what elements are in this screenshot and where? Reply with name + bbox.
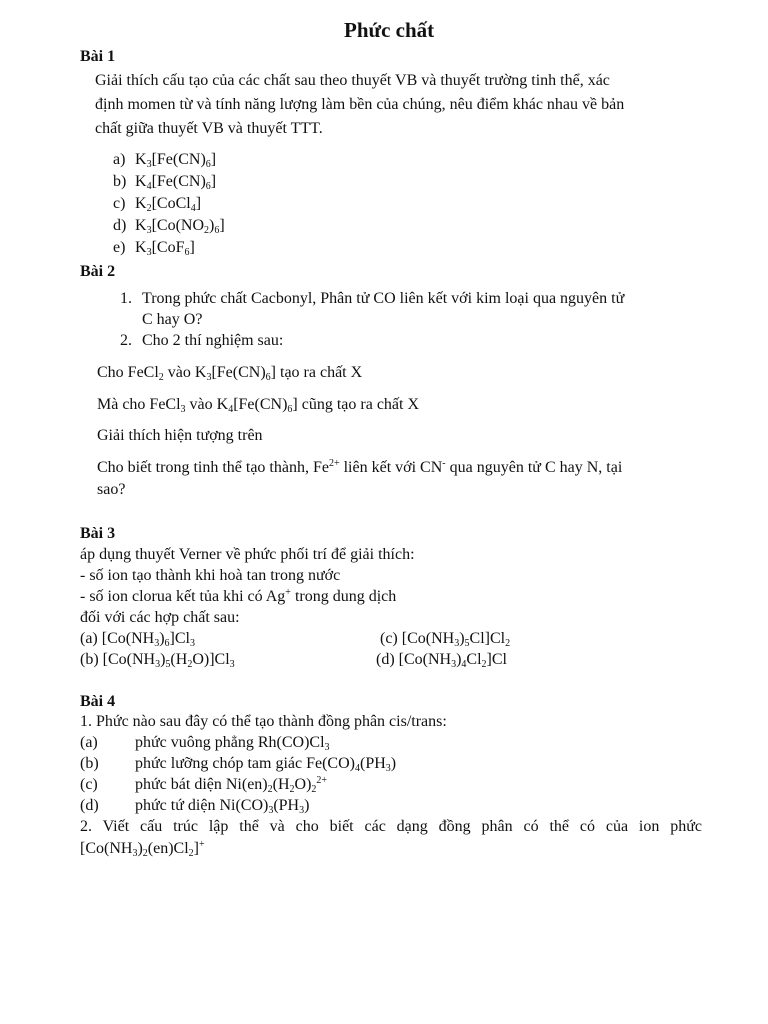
bai3-compound-d: (d) $[Co(NH_3)_4Cl_2]Cl$ [376, 651, 507, 670]
bai1-item-formula: $K_4[Fe(CN)_6]$ [135, 173, 217, 192]
bai1-item-label: b) [113, 173, 127, 190]
page-title: Phức chất [344, 18, 435, 42]
bai1-intro-line: Giải thích cấu tạo của các chất sau theo thuyết VB và thuyết trường tinh thể, xác [95, 72, 610, 89]
bai4-option-label: (a) [80, 734, 98, 751]
bai2-explain: Giải thích hiện tượng trên [97, 427, 263, 444]
bai3-line: - số ion tạo thành khi hoà tan trong nước [80, 567, 341, 584]
bai1-item-formula: $K_3[CoF_6]$ [135, 239, 195, 258]
bai4-q2-formula: $[Co(NH_3)_2(en)Cl_2]^+$ [80, 839, 205, 859]
bai4-option-text: phức tứ diện $Ni(CO)_3(PH_3)$ [135, 797, 310, 816]
bai3-line: áp dụng thuyết Verner về phức phối trí để giải thích: [80, 546, 415, 563]
bai1-intro-line: chất giữa thuyết VB và thuyết TTT. [95, 120, 323, 137]
bai3-compound-c: (c) $[Co(NH_3)_5Cl]Cl_2$ [380, 630, 511, 649]
bai4-option-label: (c) [80, 776, 98, 793]
bai2-question: Cho biết trong tinh thể tạo thành, $Fe^{2+}$ liên kết với CN- qua nguyên tử C hay N, tại [97, 458, 623, 476]
bai2-experiment-2: Mà cho FeCl$_3$ vào $K_4[Fe(CN)_6]$ cũng tạo ra chất X [97, 396, 420, 415]
bai1-item-label: a) [113, 151, 126, 168]
bai2-q1-text: Trong phức chất Cacbonyl, Phân tử CO liên kết với kim loại qua nguyên tử [142, 290, 625, 307]
bai3-compound-a: (a) $[Co(NH_3)_6]Cl_3$ [80, 630, 195, 649]
bai2-q1-text: C hay O? [142, 311, 203, 328]
bai4-q1: 1. Phức nào sau đây có thể tạo thành đồng phân cis/trans: [80, 713, 447, 730]
bai1-intro-line: định momen từ và tính năng lượng làm bền của chúng, nêu điểm khác nhau về bản [95, 96, 625, 113]
bai1-item-formula: $K_3[Co(NO_2)_6]$ [135, 217, 225, 236]
bai4-option-label: (d) [80, 797, 99, 814]
bai1-heading: Bài 1 [80, 48, 116, 65]
bai4-option-text: phức bát diện $Ni(en)_2(H_2O)_2^{2+}$ [135, 775, 328, 795]
bai2-q2-text: Cho 2 thí nghiệm sau: [142, 332, 284, 349]
bai4-option-label: (b) [80, 755, 99, 772]
bai1-item-label: e) [113, 239, 126, 256]
bai1-item-formula: $K_2[CoCl_4]$ [135, 195, 202, 214]
bai3-compound-b: (b) $[Co(NH_3)_5(H_2O)]Cl_3$ [80, 651, 235, 670]
bai4-q2: 2. Viết cấu trúc lập thể và cho biết các dạng đồng phân có thể có của ion phức [80, 818, 702, 835]
bai4-option-text: phức vuông phẳng $Rh(CO)Cl_3$ [135, 734, 330, 753]
bai1-item-formula: $K_3[Fe(CN)_6]$ [135, 151, 217, 170]
bai1-item-label: c) [113, 195, 126, 212]
bai4-heading: Bài 4 [80, 693, 116, 710]
bai2-q2-number: 2. [120, 332, 132, 349]
bai2-experiment-1: Cho FeCl$_2$ vào $K_3[Fe(CN)_6]$ tạo ra chất X [97, 364, 363, 383]
bai2-heading: Bài 2 [80, 263, 116, 280]
bai3-line: đối với các hợp chất sau: [80, 609, 240, 626]
bai3-heading: Bài 3 [80, 525, 116, 542]
bai1-item-label: d) [113, 217, 127, 234]
bai3-line: - số ion clorua kết tủa khi có Ag+ trong dung dịch [80, 587, 397, 605]
bai2-question: sao? [97, 481, 126, 498]
bai2-q1-number: 1. [120, 290, 132, 307]
bai4-option-text: phức lưỡng chóp tam giác $Fe(CO)_4(PH_3)$ [135, 755, 397, 774]
